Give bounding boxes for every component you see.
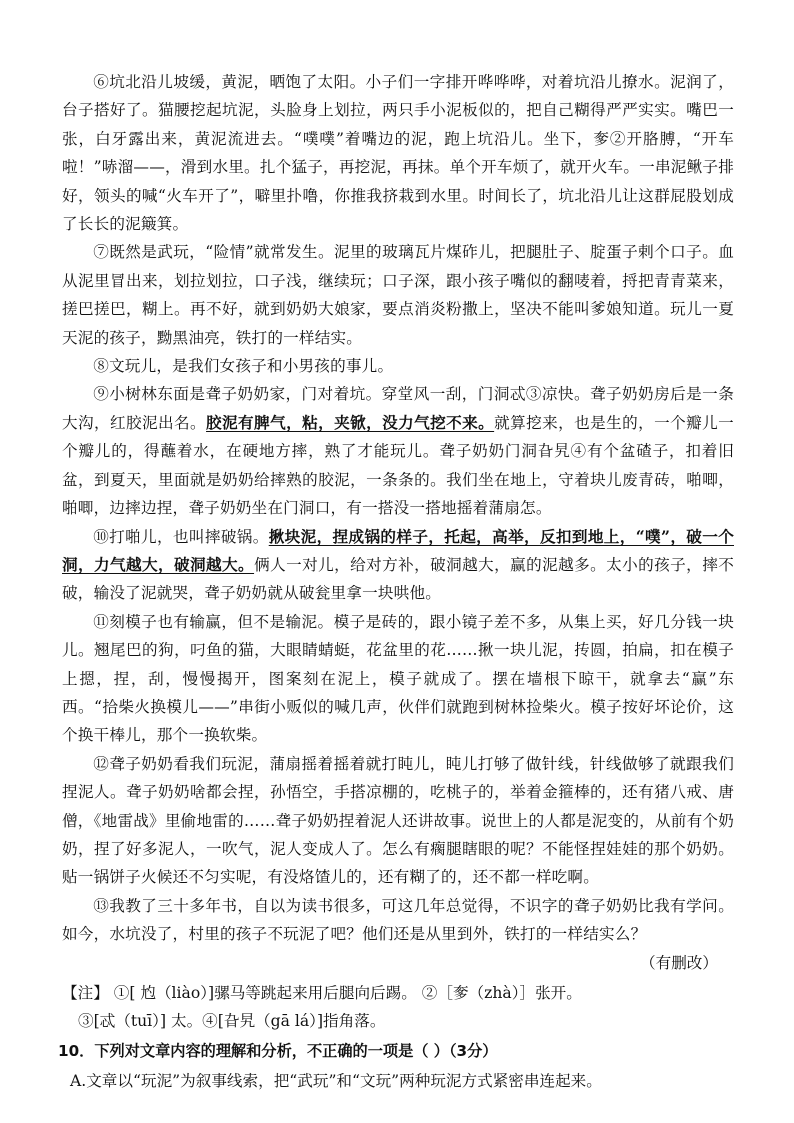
paragraph-text: ⑧文玩儿，是我们女孩子和小男孩的事儿。: [93, 357, 394, 376]
footnote-line-2: ③[忒（tuī）] 太。④[旮旯（gā lá）]指角落。: [78, 1011, 386, 1030]
article-body: [62, 68, 734, 949]
paragraph-text: ⑨小树林东面是聋子奶奶家，门对着坑。穿堂风一刮，门洞忒③凉快。聋子奶奶房后是一条大沟，红胶泥出名。: [62, 385, 734, 432]
article-paragraph: [62, 68, 734, 238]
paragraph-text: ⑦既然是武玩，“险情”就常发生。泥里的玻璃瓦片煤砟儿，把腿肚子、腚蛋子剌个口子。血从泥里冒出来，划拉划拉，口子浅，继续玩；口子深，跟小孩子嘴似的翻唛着，捋把青青菜来，搓巴搓巴，糊上。再不好，就到奶奶大娘家，要点消炎粉撒上，坚决不能叫爹娘知道。玩儿一夏天泥的孩子，黝黑油亮，铁打的一样结实。: [62, 243, 734, 347]
emphasized-sentence: 胶泥有脾气，粘，夹锨，没力气挖不来。: [206, 412, 495, 432]
question-option-a: A.文章以“玩泥”为叙事线索，把“武玩”和“文玩”两种玩泥方式紧密串连起来。: [70, 1071, 602, 1090]
article-paragraph: [62, 238, 734, 352]
article-paragraph: [62, 352, 734, 380]
article-paragraph: [62, 380, 734, 522]
footnote-line-1: 【注】 ①[ 尥（liào）]骡马等跳起来用后腿向后踢。 ②［奓（zhà）］张开。: [62, 983, 582, 1002]
paragraph-text: ⑥坑北沿儿坡缓，黄泥，晒饱了太阳。小子们一字排开哗哗哗，对着坑沿儿撩水。泥润了，台子搭好了。猫腰挖起坑泥，头脸身上划拉，两只手小泥板似的，把自己糊得严严实实。嘴巴一张，白牙露出来，黄泥流进去。“噗噗”着嘴边的泥，跑上坑沿儿。坐下，奓②开胳膊，“开车啦！”哧溜——，滑到水里。扎个猛子，再挖泥，再抹。单个开车烦了，就开火车。一串泥鳅子排好，领头的喊“火车开了”，噼里扑噜，你推我挤栽到水里。时间长了，坑北沿儿让这群屁股划成了长长的泥簸箕。: [62, 73, 734, 234]
paragraph-text: ⑩打啪儿，也叫摔破锅。: [93, 527, 269, 546]
paragraph-text: 俩人一对儿，给对方补，破洞越大，赢的泥越多。太小的孩子，摔不破，输没了泥就哭，聋子奶奶就从破瓮里拿一块哄他。: [62, 555, 734, 603]
article-paragraph: [62, 750, 734, 892]
emphasized-sentence: 揪块泥，捏成锅的样子，托起，高举，反扣到地上，“噗”，破一个洞，力气越大，破洞越大。: [62, 526, 734, 574]
paragraph-text: ⑫聋子奶奶看我们玩泥，蒲扇摇着摇着就打盹儿，盹儿打够了做针线，针线做够了就跟我们捏泥人。聋子奶奶啥都会捏，孙悟空，手搭凉棚的，吃桃子的，举着金箍棒的，还有猪八戒、唐僧，《地雷战》里偷地雷的……聋子奶奶捏着泥人还讲故事。说世上的人都是泥变的，从前有个奶奶，捏了好多泥人，一吹气，泥人变成人了。怎么有瘸腿瞎眼的呢？不能怪捏娃娃的那个奶奶。贴一锅饼子火候还不匀实呢，有没烙馇儿的，还有糊了的，还不都一样吃啊。: [62, 754, 734, 887]
document-page: [58, 68, 734, 1095]
paragraph-text: ⑪刻模子也有输赢，但不是输泥。模子是砖的，跟小镜子差不多，从集上买，好几分钱一块儿。翘尾巴的狗，叼鱼的猫，大眼睛蜻蜓，花盆里的花……揪一块儿泥，抟圆，拍扁，扣在模子上摁，捏，刮，慢慢揭开，图案刻在泥上，模子就成了。摆在墙根下晾干，就拿去“赢”东西。“拾柴火换模儿——”串街小贩似的喊几声，伙伴们就跑到树林捡柴火。模子按好坏论价，这个换干棒儿，那个一换软柴。: [62, 612, 734, 745]
article-paragraph: [62, 523, 734, 608]
question-stem: 10．下列对文章内容的理解和分析，不正确的一项是（ ）（3分）: [58, 1041, 498, 1060]
paragraph-text: 就算挖来，也是生的，一个瓣儿一个瓣儿的，得蘸着水，在硬地方摔，熟了才能玩儿。聋子奶奶门洞旮旯④有个盆碴子，扣着旧盆，到夏天，里面就是奶奶给摔熟的胶泥，一条条的。我们坐在地上，守着块儿废青砖，啪唧，啪唧，边摔边捏，聋子奶奶坐在门洞口，有一搭没一搭地摇着蒲扇怎。: [62, 413, 734, 518]
paragraph-text: ⑬我教了三十多年书，自以为读书很多，可这几年总觉得，不识字的聋子奶奶比我有学问。如今，水坑没了，村里的孩子不玩泥了吧？他们还是从里到外，铁打的一样结实么？: [62, 896, 734, 944]
article-paragraph: [62, 892, 734, 949]
source-note: （有删改）: [640, 953, 718, 972]
article-paragraph: [62, 608, 734, 750]
